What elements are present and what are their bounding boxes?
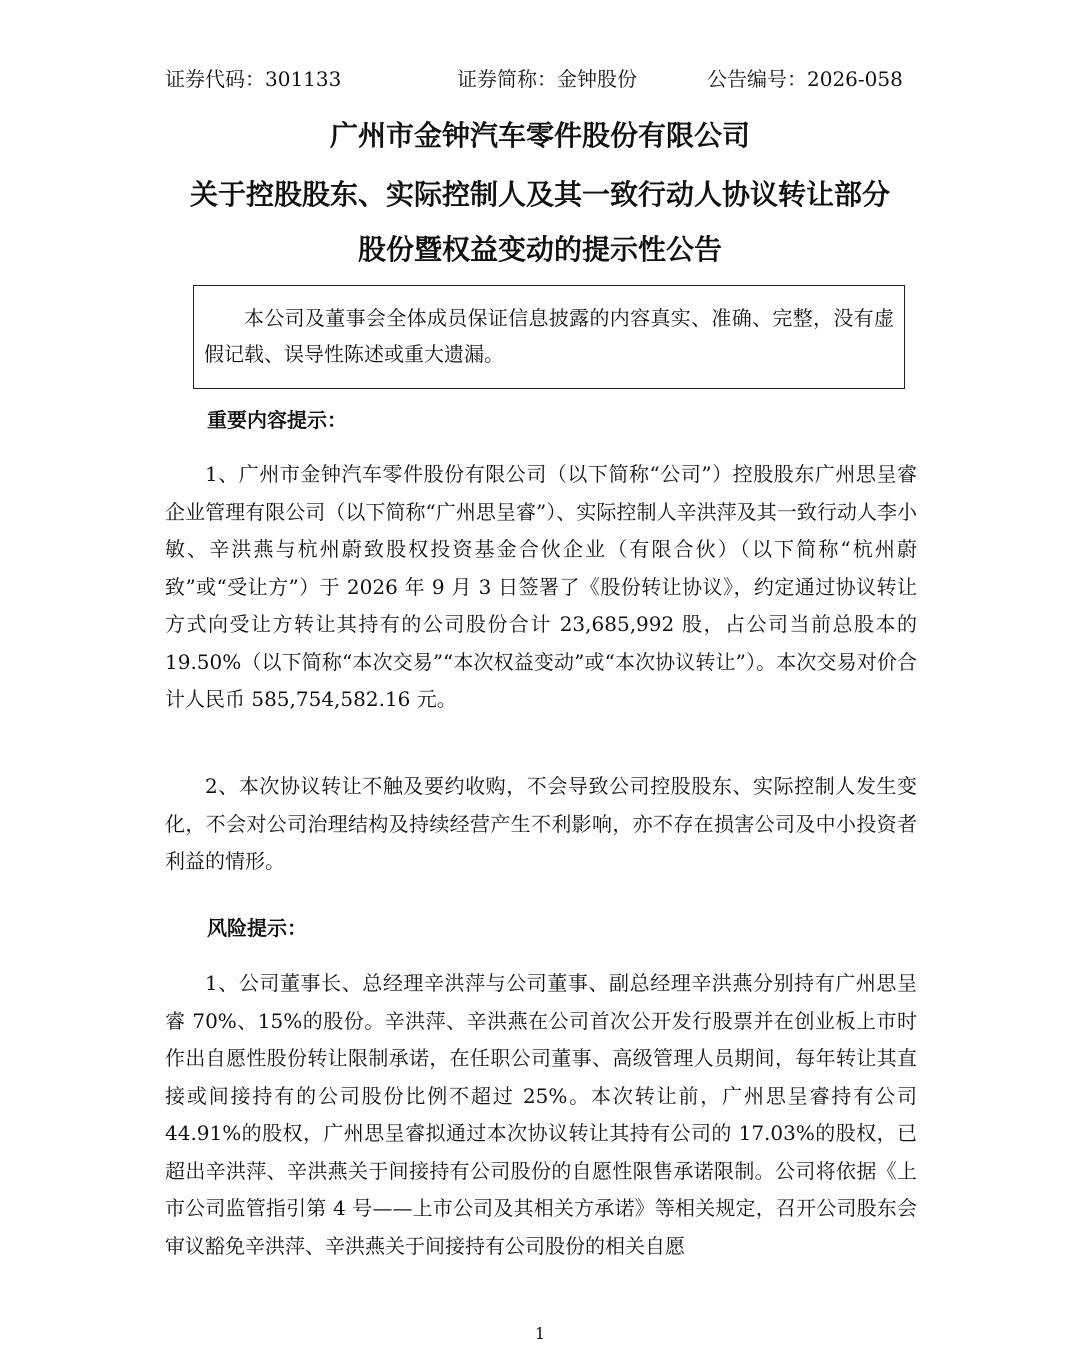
announcement-number: 公告编号：2026-058 — [707, 67, 903, 91]
board-guarantee-text: 本公司及董事会全体成员保证信息披露的内容真实、准确、完整，没有虚假记载、误导性陈述或重大遗漏。 — [204, 306, 894, 366]
announcement-header — [165, 62, 925, 96]
stock-code: 证券代码：301133 — [165, 67, 342, 91]
board-guarantee-box — [193, 285, 905, 389]
announcement-title-line-2: 股份暨权益变动的提示性公告 — [357, 233, 722, 266]
important-paragraph-2: 2、本次协议转让不触及要约收购，不会导致公司控股股东、实际控制人发生变化，不会对公司治理结构及持续经营产生不利影响，亦不存在损害公司及中小投资者利益的情形。 — [165, 774, 917, 873]
page-number: 1 — [534, 1324, 546, 1343]
risk-paragraph-1: 1、公司董事长、总经理辛洪萍与公司董事、副总经理辛洪燕分别持有广州思呈睿 70%、15%的股份。辛洪萍、辛洪燕在公司首次公开发行股票并在创业板上市时作出自愿性股份转让限制承诺，在任职公司董事、高级管理人员期间，每年转让其直接或间接持有的公司股份比例不超过 25%。本次转让前，广州思呈睿持有公司 44.91%的股权，广州思呈睿拟通过本次协议转让其持有公司的 17.03%的股权，已超出辛洪萍、辛洪燕关于间接持有公司股份的自愿性限售承诺限制。公司将依据《上市公司监管指引第 4 号——上市公司及其相关方承诺》等相关规定，召开公司股东会审议豁免辛洪萍、辛洪燕关于间接持有公司股份的相关自愿 — [165, 971, 917, 1258]
important-content-heading: 重要内容提示： — [207, 408, 347, 432]
announcement-title-line-1: 关于控股股东、实际控制人及其一致行动人协议转让部分 — [189, 178, 890, 211]
company-title: 广州市金钟汽车零件股份有限公司 — [329, 119, 750, 152]
important-paragraph-1: 1、广州市金钟汽车零件股份有限公司（以下简称“公司”）控股股东广州思呈睿企业管理有限公司（以下简称“广州思呈睿”）、实际控制人辛洪萍及其一致行动人李小敏、辛洪燕与杭州蔚致股权投资基金合伙企业（有限合伙）（以下简称“杭州蔚致”或“受让方”）于 2026 年 9 月 3 日签署了《股份转让协议》，约定通过协议转让方式向受让方转让其持有的公司股份合计 23,685,992 股，占公司当前总股本的 19.50%（以下简称“本次交易”“本次权益变动”或“本次协议转让”）。本次交易对价合计人民币 585,754,582.16 元。 — [165, 462, 917, 711]
risk-heading: 风险提示： — [207, 916, 307, 940]
stock-abbreviation: 证券简称：金钟股份 — [457, 67, 637, 91]
